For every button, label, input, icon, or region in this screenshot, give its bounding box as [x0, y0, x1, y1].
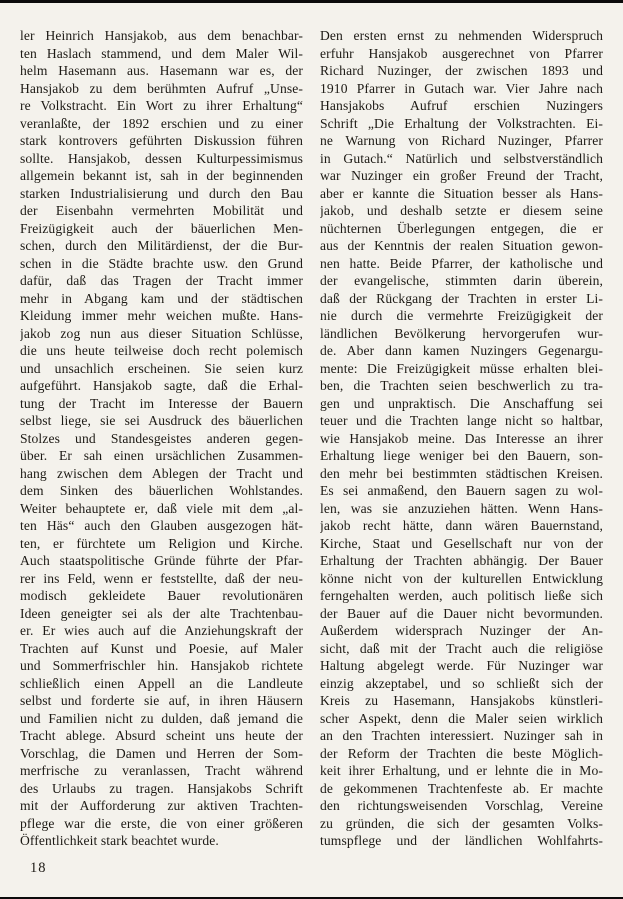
text-line: tumspflege und der ländlichen Wohlfahrts-	[320, 833, 603, 848]
text-line: Weiter behauptete er, daß viele mit dem „al-	[20, 500, 303, 516]
text-line: de. Aber dann kamen Nuzingers Gegenargu-	[320, 343, 603, 358]
text-line: und unsachlich erscheinen. Sie seien kurz	[20, 360, 303, 376]
text-line: mehr in Abgang kam und der städtischen	[20, 290, 303, 306]
scan-edge-top	[0, 0, 623, 3]
text-line: Richard Nuzinger, der zwischen 1893 und	[320, 63, 603, 78]
text-line: dafür, daß das Tragen der Tracht immer	[20, 273, 303, 288]
text-line: modisch gekleidete Bauer revolutionären	[20, 588, 303, 603]
text-line: de gekommenen Trachtenfeste ab. Er machte	[320, 780, 603, 796]
text-line: Freizügigkeit auch der bäuerlichen Men-	[20, 220, 303, 236]
text-line: veranlaßte, der 1892 erschien und zu einer	[20, 115, 303, 131]
text-line: rer ins Feld, wenn er feststellte, daß der neu-	[20, 570, 303, 586]
text-line: nüchternen Überlegungen entgegen, die er	[320, 220, 603, 236]
text-line: Den ersten ernst zu nehmenden Widerspruch	[320, 28, 603, 43]
text-line: ten Häs“ auch den Glauben ausgezogen hät-	[20, 518, 303, 533]
text-line: hang zwischen dem Ablegen der Tracht und	[20, 465, 303, 481]
text-line: den mehr bei bestimmten städtischen Kreisen.	[320, 465, 603, 481]
text-line: ne Warnung von Richard Nuzinger, Pfarrer	[320, 133, 603, 148]
text-line: einzig akzeptabel, und so schließt sich der	[320, 675, 603, 691]
text-line: Kreis zu Hasemann, Hansjakobs künstleri-	[320, 693, 603, 708]
text-line: wie Hansjakob meine. Das Interesse an ihrer	[320, 430, 603, 446]
text-line: und Sommerfrischler hin. Hansjakob richtete	[20, 658, 303, 673]
text-line: Tracht ablege. Absurd scheint uns heute der	[20, 728, 303, 743]
text-line: die uns heute teilweise doch recht polemisch	[20, 343, 303, 358]
text-line: helm Hasemann aus. Hasemann war es, der	[20, 63, 303, 78]
text-line: Vorschlag, die Damen und Herren der Som-	[20, 745, 303, 761]
text-line: der Reform der Trachten die beste Möglich-	[320, 745, 603, 761]
text-line: re Volkstracht. Ein Wort zu ihrer Erhaltung“	[20, 98, 303, 113]
text-line: teuer und die Trachten lange nicht so haltbar,	[320, 413, 603, 428]
text-line: ler Heinrich Hansjakob, aus dem benachbar-	[20, 28, 303, 43]
text-line: Schrift „Die Erhaltung der Volkstrachten. Ei-	[320, 115, 603, 131]
text-line: der evangelische, stimmten darin überein,	[320, 273, 603, 288]
page-text-area	[20, 27, 603, 850]
text-line: in Gutach.“ Natürlich und selbstverständlich	[320, 150, 603, 166]
text-line: zu gründen, die sich der gesamten Volks-	[320, 815, 603, 831]
text-line: ten, er fürchtete um Religion und Kirche.	[20, 535, 303, 551]
text-column-left	[20, 27, 303, 850]
text-line: len, was sie anzuziehen hätten. Wenn Hans-	[320, 500, 603, 516]
text-line: an den Trachten interessiert. Nuzinger sah in	[320, 728, 603, 743]
text-line: schen in die Städte brachte usw. den Grund	[20, 255, 303, 271]
text-line: aus der Kenntnis der realen Situation gewon-	[320, 238, 603, 253]
text-line: ten Haslach stammend, und dem Maler Wil-	[20, 45, 303, 61]
text-line: ländlichen Bevölkerung hervorgerufen wur-	[320, 325, 603, 341]
text-line: sollte. Hansjakob, dessen Kulturpessimismus	[20, 150, 303, 166]
text-line: Außerdem widersprach Nuzinger der An-	[320, 623, 603, 638]
text-line: Hansjakob zu dem berühmten Aufruf „Unse-	[20, 80, 303, 96]
text-line: Erhaltung der Trachten abhängig. Der Bauer	[320, 553, 603, 568]
text-line: mente: Die Freizügigkeit müsse erhalten blei-	[320, 360, 603, 376]
text-line: sicht, daß mit der Tracht auch die religiöse	[320, 640, 603, 656]
text-line: stark kontrovers geführten Diskussion führen	[20, 133, 303, 148]
text-line: den richtungsweisenden Vorschlag, Vereine	[320, 798, 603, 813]
text-line: aufgeführt. Hansjakob sagte, daß die Erhal-	[20, 378, 303, 393]
text-line: über. Er sah einen ursächlichen Zusammen-	[20, 448, 303, 463]
text-line: Auch staatspolitische Gründe führte der Pfar-	[20, 553, 303, 568]
text-line: ben, die Trachten seien beschwerlich zu tra-	[320, 378, 603, 393]
text-line: Hansjakobs Aufruf erschien Nuzingers	[320, 98, 603, 113]
text-line: jakob recht hätte, dann wären Bauernstand,	[320, 518, 603, 533]
text-line: starken Industrialisierung und durch den Bau	[20, 185, 303, 201]
text-line: scher Aspekt, denn die Maler seien wirklich	[320, 710, 603, 726]
text-line: schen, durch den Militärdienst, der die Bur-	[20, 238, 303, 253]
text-line: nen hatte. Beide Pfarrer, der katholische und	[320, 255, 603, 271]
text-line: mit der Aufforderung zur aktiven Trachten-	[20, 798, 303, 813]
text-line: allgemein bekannt ist, sah in der beginnenden	[20, 168, 303, 183]
text-line: erfuhr Hansjakob ausgerechnet von Pfarrer	[320, 45, 603, 61]
text-line: Kirche, Staat und Gesellschaft nur von der	[320, 535, 603, 551]
text-line: Ideen geneigter sei als der alte Trachtenbau-	[20, 605, 303, 621]
text-line: ferngehalten werden, auch politisch ließe sich	[320, 588, 603, 603]
text-line: nie durch die vermehrte Freizügigkeit der	[320, 308, 603, 323]
text-line: könne nicht von der kulturellen Entwicklung	[320, 570, 603, 586]
text-line: Es sei anmaßend, den Bauern sagen zu wol-	[320, 483, 603, 498]
text-line: jakob, und deshalb setzte er diesem seine	[320, 203, 603, 218]
text-line: schließlich einen Appell an die Landleute	[20, 675, 303, 691]
text-line: jakob zog nun aus dieser Situation Schlüsse,	[20, 325, 303, 341]
text-line: selbst und forderte sie auf, in ihren Häusern	[20, 693, 303, 708]
text-column-right	[320, 27, 603, 850]
text-line: war Nuzinger ein großer Freund der Tracht,	[320, 168, 603, 183]
text-line: Haltung abgelegt werde. Für Nuzinger war	[320, 658, 603, 673]
text-line: gen und unpraktisch. Die Anschaffung sei	[320, 395, 603, 411]
text-line: der Eisenbahn vermehrten Mobilität und	[20, 203, 303, 218]
text-line: Öffentlichkeit stark beachtet wurde.	[20, 833, 219, 848]
text-line: selbst liege, sie sei Ausdruck des bäuerlichen	[20, 413, 303, 428]
text-line: daß der Rückgang der Trachten in erster Li-	[320, 290, 603, 306]
page-number: 18	[30, 860, 47, 876]
text-line: tung der Tracht im Interesse der Bauern	[20, 395, 303, 411]
text-line: merfrische zu veranlassen, Tracht während	[20, 763, 303, 778]
text-line: pflege war die erste, die von einer größeren	[20, 815, 303, 831]
text-line: und Familien nicht zu dulden, daß jemand die	[20, 710, 303, 726]
text-line: er. Er wies auch auf die Anziehungskraft der	[20, 623, 303, 638]
text-line: dem Sinken des bäuerlichen Wohlstandes.	[20, 483, 303, 498]
text-line: des Urlaubs zu tragen. Hansjakobs Schrift	[20, 780, 303, 796]
text-line: Stolzes und Standesgeistes anderen gegen-	[20, 430, 303, 446]
text-line: Trachten auf Kunst und Poesie, auf Maler	[20, 640, 303, 656]
text-line: aber er kannte die Situation besser als Hans-	[320, 185, 603, 201]
text-line: keit ihrer Erhaltung, und er lehnte die in Mo-	[320, 763, 603, 778]
text-line: der Bauer auf die Dauer nicht bevormunden.	[320, 605, 603, 621]
text-line: Kleidung immer mehr weichen mußte. Hans-	[20, 308, 303, 323]
text-line: 1910 Pfarrer in Gutach war. Vier Jahre nach	[320, 80, 603, 96]
text-line: Erhaltung liege weniger bei den Bauern, son-	[320, 448, 603, 463]
